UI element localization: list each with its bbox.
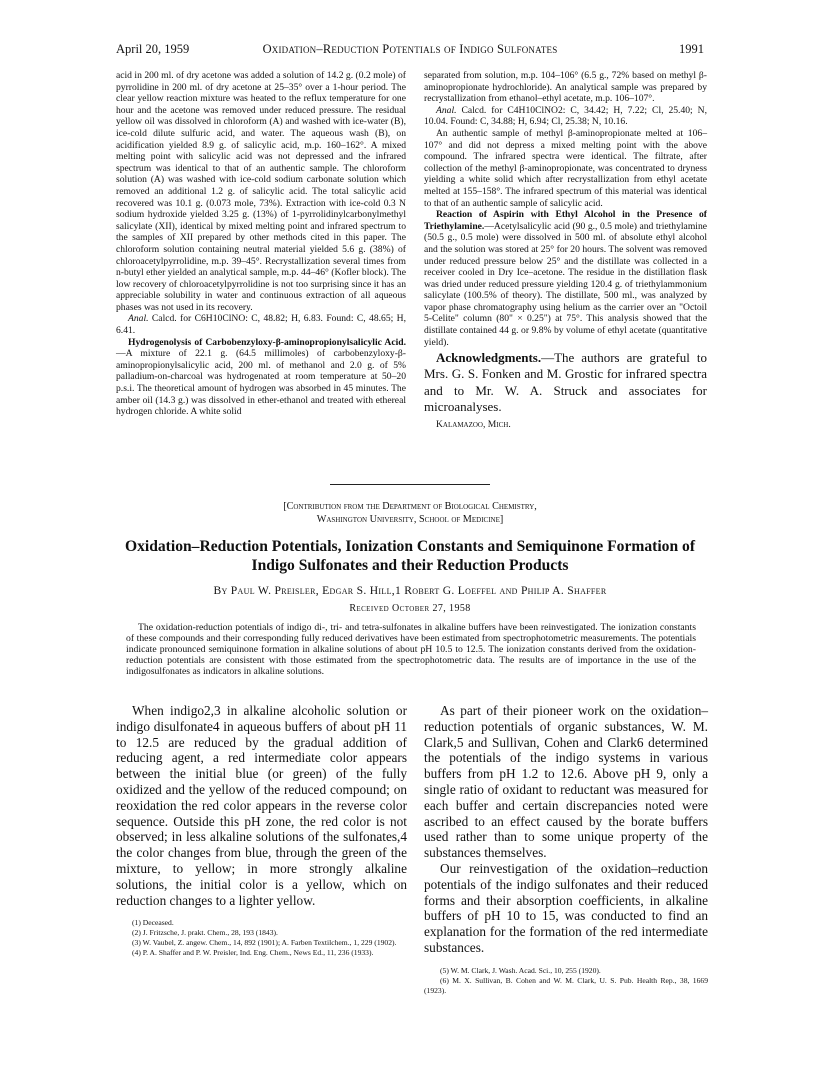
section-divider [330, 484, 490, 485]
aspirin-text: —Acetylsalicylic acid (90 g., 0.5 mole) and triethylamine (50.5 g., 0.5 mole) were dissolved in 500 ml. of absolute ethyl alcohol and the solution was stored at 25° for 20 hours. The solvent was removed under reduced pressure below 25° and the distillate was collected in a receiver cooled in Dry Ice–acetone. The residue in the distillation flask was dried under reduced pressure yielding 120.4 g. of triethylammonium salicylate (100.5% of theory). The distillate, 500 ml., was analyzed by vapor phase chromatography using helium as the carrier over an "Octoil 5-Celite" column (80" × 0.25") at 75°. This analysis showed that the distillate contained 44 g. or 9.8% by volume of ethyl acetate (quantitative yield). [424, 220, 707, 348]
footnote: (3) W. Vaubel, Z. angew. Chem., 14, 892 (1901); A. Farben Textilchem., 1, 229 (1902). [132, 938, 397, 948]
footnotes-left [116, 918, 407, 958]
acknowledgments [424, 350, 707, 415]
upper-left-column [116, 70, 406, 418]
anal-label: Anal. [128, 313, 149, 325]
anal-label: Anal. [436, 104, 457, 116]
analysis-paragraph [116, 313, 406, 336]
article-authors: By Paul W. Preisler, Edgar S. Hill,1 Robert G. Loeffel and Philip A. Shaffer [213, 584, 607, 597]
footnote: (5) W. M. Clark, J. Wash. Acad. Sci., 10, 255 (1920). [440, 965, 601, 975]
aspirin-paragraph [424, 209, 707, 348]
article-title: Oxidation–Reduction Potentials, Ionization Constants and Semiquinone Formation of Indigo Sulfonates and their Reduction Products [124, 538, 696, 574]
footnote: (2) J. Fritzsche, J. prakt. Chem., 28, 193 (1843). [132, 928, 278, 938]
clark-paragraph: As part of their pioneer work on the oxidation–reduction potentials of organic substances, W. M. Clark,5 and Sullivan, Cohen and Clark6 determined the potentials of the indigo systems in various buffers from pH 1.2 to 12.6. Above pH 9, only a single ratio of oxidant to reductant was measured for each buffer and certain discrepancies noted were ascribed to an effect caused by the borate buffers used rather than to some unique property of the substances themselves. [424, 703, 708, 861]
anal-text: Calcd. for C4H10ClNO2: C, 34.42; H, 7.22; Cl, 25.40; N, 10.04. Found: C, 34.88; H, 6.94; Cl, 25.38; N, 10.16. [424, 104, 707, 128]
contribution-line [120, 500, 700, 526]
footnote: (1) Deceased. [132, 918, 174, 928]
contribution-line-2: Washington University, School of Medicine] [316, 514, 504, 525]
abstract: The oxidation-reduction potentials of indigo di-, tri- and tetra-sulfonates in alkaline buffers have been reinvestigated. The ionization constants of these compounds and their corresponding fully reduced derivatives have been estimated from spectrophotometric measurements. The potentials indicate pronounced semiquinone formation in alkaline solutions of about pH 10.5 to 12.5. The ionization constants derived from the oxidation-reduction potentials are consistent with those estimated from the spectrophotometric data. The results are of importance in the use of the indigosulfonates as indicators in alkaline solutions. [126, 622, 696, 678]
header-page-number: 1991 [679, 42, 704, 56]
footnote: (4) P. A. Shaffer and P. W. Preisler, Ind. Eng. Chem., News Ed., 11, 236 (1933). [132, 948, 374, 958]
footnotes-right [424, 966, 708, 996]
received-date: Received October 27, 1958 [349, 603, 471, 614]
contribution-line-1: [Contribution from the Department of Biological Chemistry, [283, 501, 537, 512]
hydrogenolysis-text: —A mixture of 22.1 g. (64.5 millimoles) of carbobenzyloxy-β-aminopropionylsalicylic acid, 200 ml. of methanol and 2.0 g. of 5% palladium-on-charcoal was hydrogenated at room temperature at 50–20 p.s.i. The theoretical amount of hydrogen was absorbed in 45 minutes. The amber oil (14.3 g.) was dissolved in ether-ethanol and treated with ethereal hydrogen chloride. A white solid [116, 348, 406, 418]
upper-right-column [424, 70, 707, 431]
body-right-column [424, 703, 708, 996]
anal-text: Calcd. for C6H10ClNO: C, 48.82; H, 6.83. Found: C, 48.65; H, 6.41. [116, 313, 406, 337]
experimental-paragraph: acid in 200 ml. of dry acetone was added a solution of 14.2 g. (0.2 mole) of pyrrolidine in 200 ml. of dry acetone at 25–35° over a 1-hour period. The clear yellow reaction mixture was heated to the reflux temperature for one hour and the acetone was removed under reduced pressure. The residual yellow oil was dissolved in chloroform (A) and washed with ice-water (B), ice-cold dilute sulfuric acid, and water. The aqueous wash (B), on acidification yielded 8.9 g. of salicylic acid, m.p. 160–162°. A mixed melting point with salicylic acid was not depressed and the infrared spectrum was identical to that of an authentic sample. The chloroform solution (A) was washed with ice-cold sodium carbonate solution which removed an additional 1.2 g. of salicylic acid. The total salicylic acid recovered was 10.1 g. (0.073 mole, 73%). Extraction with ice-cold 0.3 N sodium hydroxide yielded 3.25 g. (13%) of 1-pyrrolidinylcarbonylmethyl salicylate (XII), identical by mixed melting point and infrared spectrum to the samples of XII prepared by other methods cited in this paper. The chloroform solution containing neutral material yielded 5.6 g. (38%) of chloroacetylpyrrolidine, m.p. 39–45°. Recrystallization several times from n-butyl ether yielded an analytical sample, m.p. 44–46° (Kofler block). The low recovery of chloroacetylpyrrolidine is not too surprising since it has an appreciable solubility in water and continuous extraction of all aqueous phases was not used in its recovery. [116, 70, 406, 313]
aspirin-heading: Reaction of Aspirin with Ethyl Alcohol in the Presence of Triethylamine. [424, 209, 707, 232]
place-line: Kalamazoo, Mich. [436, 419, 511, 431]
acknowledgments-text: —The authors are grateful to Mrs. G. S. Fonken and M. Grostic for infrared spectra and to Mr. W. A. Struck and associates for microanalyses. [424, 350, 707, 414]
running-header [116, 42, 704, 60]
acknowledgments-heading: Acknowledgments. [436, 350, 542, 366]
header-running-title: Oxidation–Reduction Potentials of Indigo Sulfonates [262, 42, 558, 56]
hydrogenolysis-heading: Hydrogenolysis of Carbobenzyloxy-β-aminopropionylsalicylic Acid. [128, 336, 406, 348]
reinvestigation-paragraph: Our reinvestigation of the oxidation–reduction potentials of the indigo sulfonates and their reduced forms and their absorption coefficients, in alkaline buffers of pH 10 to 15, was conducted to find an explanation for the formation of the red intermediate substances. [424, 860, 708, 955]
footnote: (6) M. X. Sullivan, B. Cohen and W. M. Clark, U. S. Pub. Health Rep., 38, 1669 (1923). [424, 975, 708, 995]
continued-paragraph: separated from solution, m.p. 104–106° (6.5 g., 72% based on methyl β-aminopropionate hydrochloride). An analytical sample was prepared by recrystallization from ethanol–ethyl acetate, m.p. 106–107°. [424, 70, 707, 105]
body-left-column [116, 703, 407, 958]
intro-paragraph: When indigo2,3 in alkaline alcoholic solution or indigo disulfonate4 in aqueous buffers of about pH 11 to 12.5 are reduced by the gradual addition of reducing agent, a red intermediate color appears between the initial blue (or green) of the fully oxidized and the yellow of the reduced compound; on reoxidation the red color appears in the reverse color sequence. Outside this pH zone, the red color is not observed; in less alkaline solutions of the sulfonates,4 the color changes from blue, through the green of the mixture, to yellow; in more strongly alkaline solutions, the initial color is a yellow, which on reduction changes to a lighter yellow. [116, 703, 407, 908]
authentic-sample-paragraph: An authentic sample of methyl β-aminopropionate melted at 106–107° and did not depress a mixed melting point with the above compound. The infrared spectra were identical. The filtrate, after collection of the methyl β-aminopropionate, was concentrated to dryness yielding a white solid which after recrystallization from ethyl acetate melted at 155–158°. The infrared spectrum of this material was identical to that of an authentic sample of salicylic acid. [424, 127, 707, 209]
analysis-paragraph [424, 105, 707, 128]
hydrogenolysis-paragraph [116, 337, 406, 418]
header-date: April 20, 1959 [116, 42, 190, 56]
